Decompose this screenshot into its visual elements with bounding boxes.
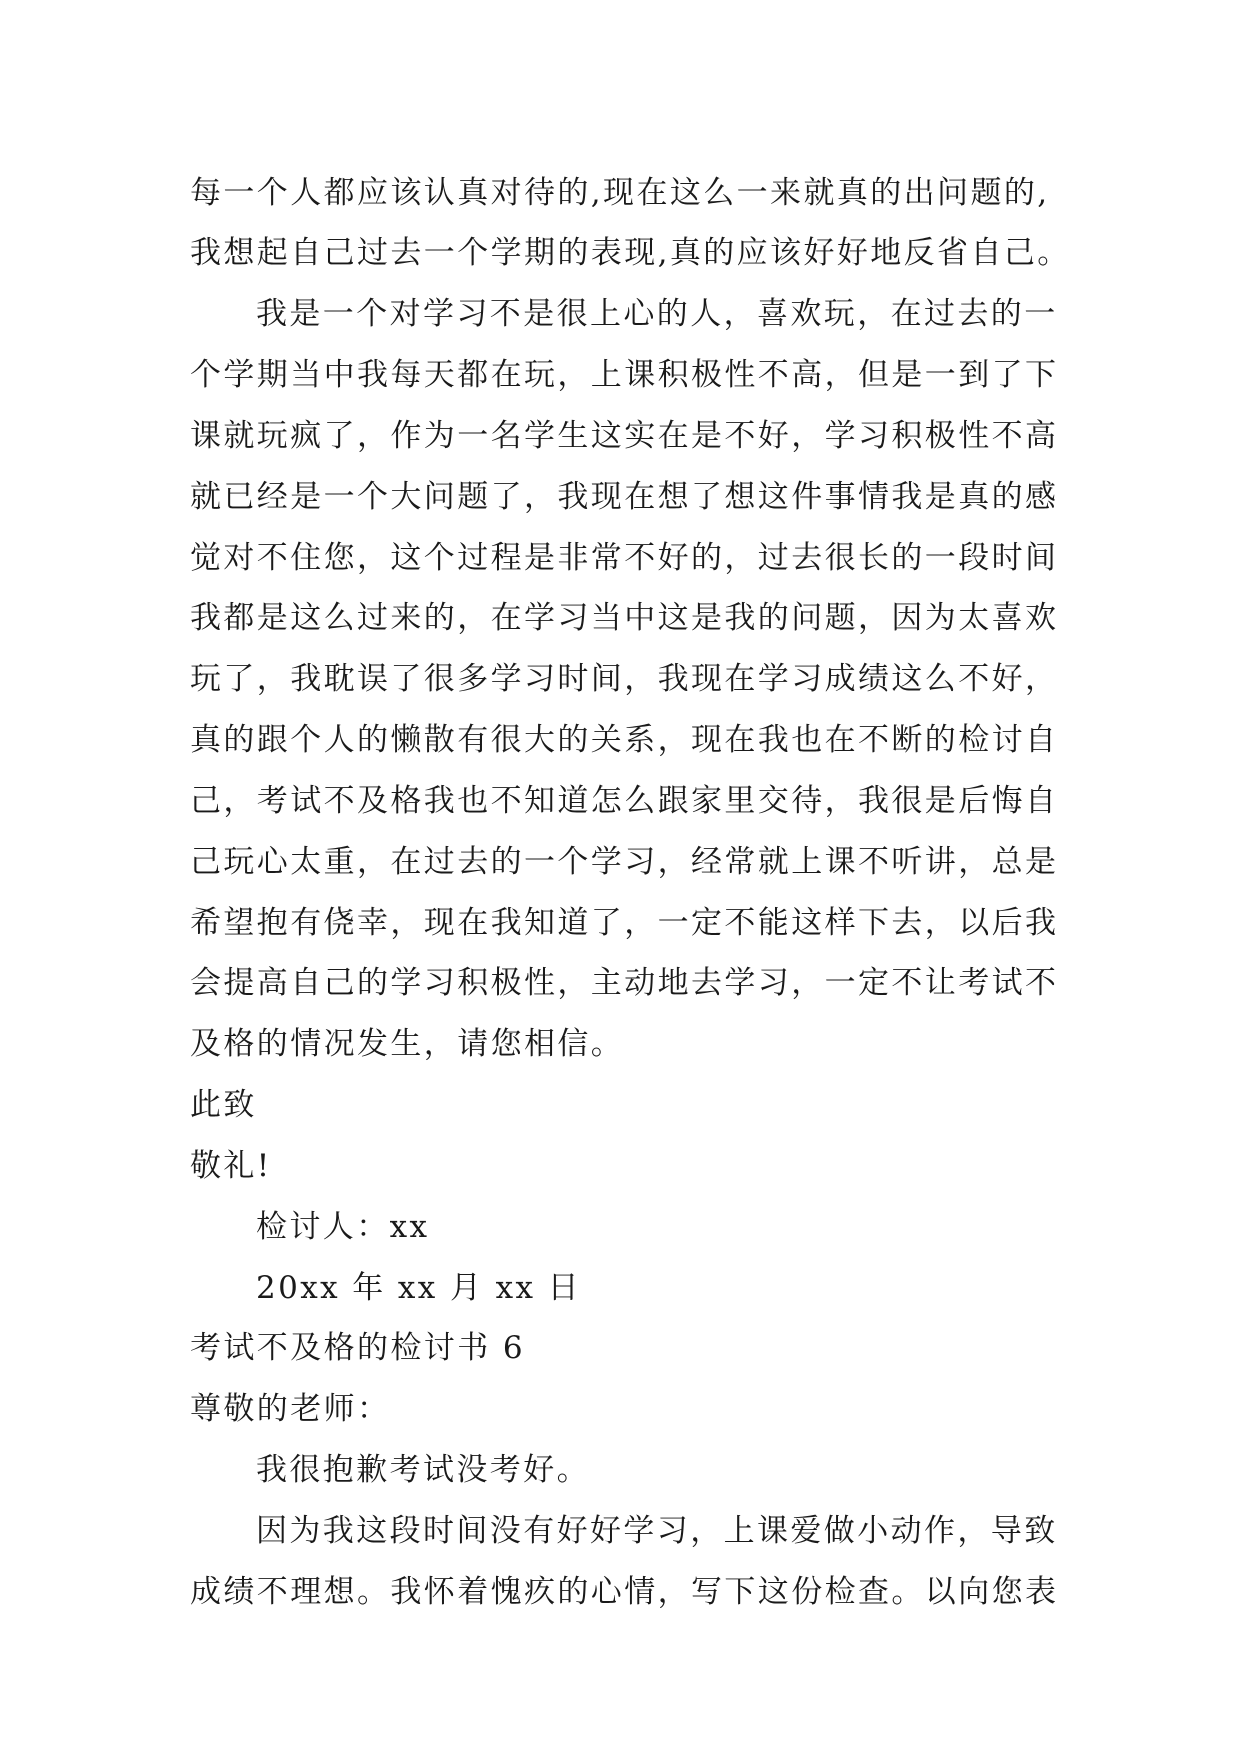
- paragraph-line: 就已经是一个大问题了，我现在想了想这件事情我是真的感: [190, 479, 1059, 515]
- paragraph-line: 因为我这段时间没有好好学习，上课爱做小动作，导致: [256, 1513, 1058, 1549]
- signature-line: 检讨人：xx: [256, 1209, 430, 1245]
- paragraph-line: 我是一个对学习不是很上心的人，喜欢玩，在过去的一: [256, 296, 1058, 332]
- paragraph-line: 希望抱有侥幸，现在我知道了，一定不能这样下去，以后我: [190, 905, 1059, 941]
- paragraph-line: 个学期当中我每天都在玩，上课积极性不高，但是一到了下: [190, 357, 1059, 393]
- paragraph-line: 每一个人都应该认真对待的,现在这么一来就真的出问题的,: [190, 175, 1050, 211]
- paragraph-line: 己，考试不及格我也不知道怎么跟家里交待，我很是后悔自: [190, 783, 1059, 819]
- paragraph-line: 觉对不住您，这个过程是非常不好的，过去很长的一段时间: [190, 540, 1059, 576]
- paragraph-line: 我都是这么过来的，在学习当中这是我的问题，因为太喜欢: [190, 600, 1059, 636]
- greeting-line: 尊敬的老师：: [190, 1391, 391, 1427]
- closing-regards: 敬礼!: [190, 1148, 272, 1184]
- paragraph-line: 玩了，我耽误了很多学习时间，我现在学习成绩这么不好，: [190, 661, 1059, 697]
- paragraph-line: 及格的情况发生，请您相信。: [190, 1026, 625, 1062]
- paragraph-line: 课就玩疯了，作为一名学生这实在是不好，学习积极性不高: [190, 418, 1059, 454]
- closing-salutation: 此致: [190, 1087, 257, 1123]
- paragraph-line: 真的跟个人的懒散有很大的关系，现在我也在不断的检讨自: [190, 722, 1059, 758]
- section-title: 考试不及格的检讨书 6: [190, 1330, 525, 1366]
- paragraph-line: 己玩心太重，在过去的一个学习，经常就上课不听讲，总是: [190, 844, 1059, 880]
- paragraph-line: 我想起自己过去一个学期的表现,真的应该好好地反省自己。: [190, 235, 1071, 271]
- paragraph-line: 我很抱歉考试没考好。: [256, 1452, 590, 1488]
- date-line: 20xx 年 xx 月 xx 日: [256, 1270, 582, 1306]
- paragraph-line: 成绩不理想。我怀着愧疚的心情，写下这份检查。以向您表: [190, 1574, 1059, 1610]
- paragraph-line: 会提高自己的学习积极性，主动地去学习，一定不让考试不: [190, 965, 1059, 1001]
